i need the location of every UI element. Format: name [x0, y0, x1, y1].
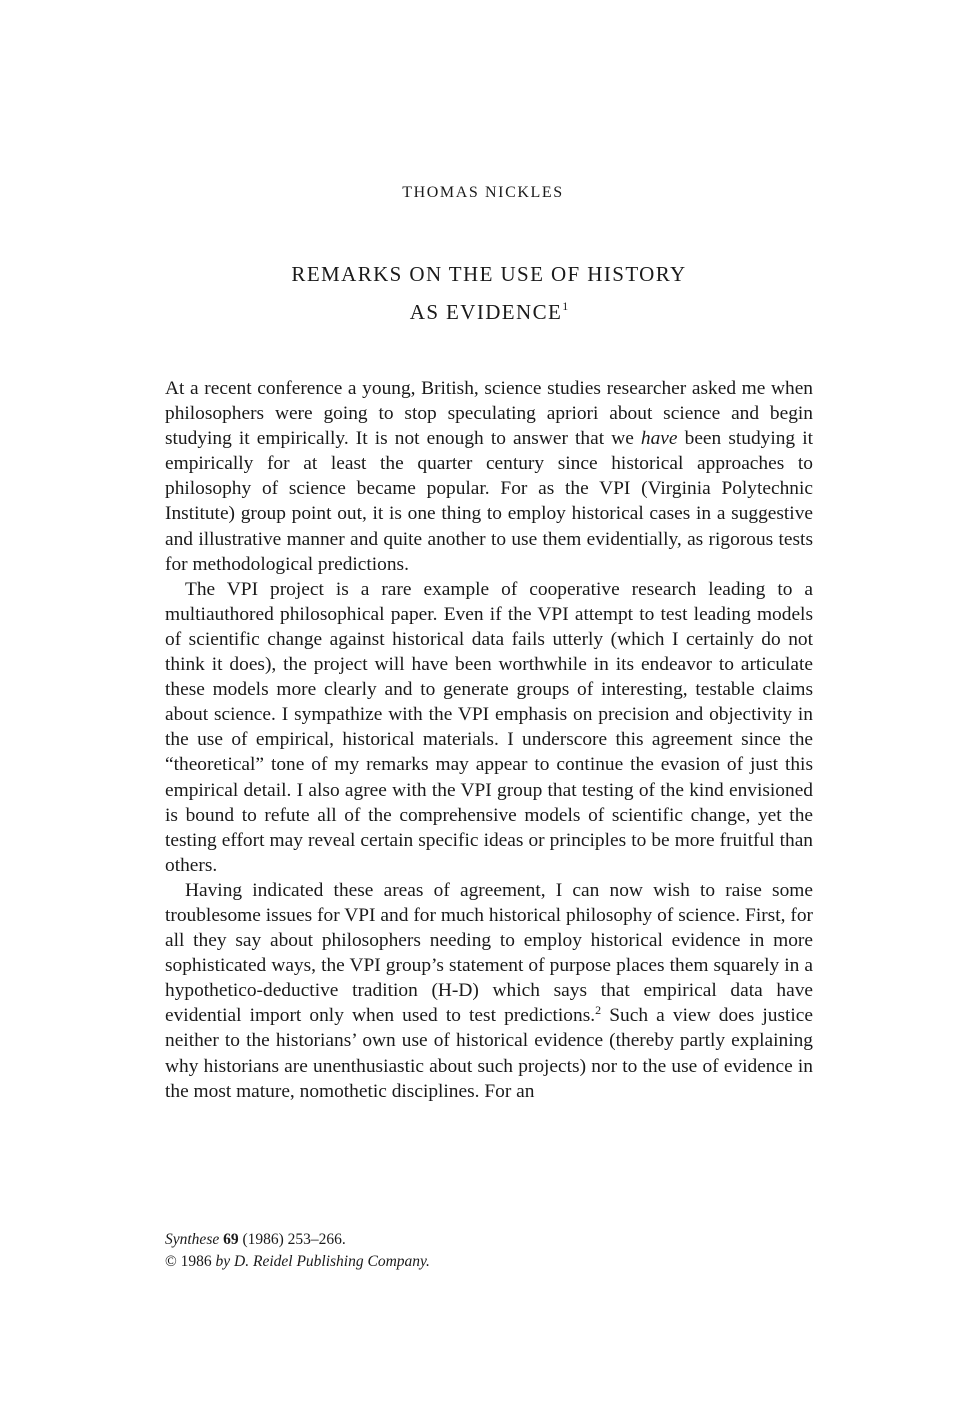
paragraph-2: The VPI project is a rare example of cooperative research leading to a multiauthored philosophical paper. Even if the VPI attempt to test leading models of scientific change against historical data fails utterly (which I certainly do not think it does), the project will have been worthwhile in its endeavor to articulate these models more clearly and to generate groups of interesting, testable claims about science. I sympathize with the VPI emphasis on precision and objectivity in the use of empirical, historical materials. I underscore this agreement since the “theoretical” tone of my remarks may appear to continue the evasion of just this empirical detail. I also agree with the VPI group that testing of the kind envisioned is bound to refute all of the comprehensive models of scientific change, yet the testing effort may reveal certain specific ideas or principles to be more fruitful than others. — [165, 578, 813, 876]
journal-citation — [165, 1229, 813, 1251]
paragraph-1 — [165, 376, 813, 577]
copyright-line — [165, 1251, 813, 1273]
article-title — [0, 258, 976, 328]
paragraph-1-rest: been studying it empirically for at least the quarter century since historical approaches to philosophy of science became popular. For as the VPI (Virginia Polytechnic Institute) group point out, it is one thing to employ historical cases in a suggestive and illustrative manner and quite another to use them evidentially, as rigorous tests for methodological predictions. — [165, 428, 813, 575]
publisher-name: by D. Reidel Publishing Company. — [215, 1253, 430, 1270]
paragraph-1-emphasis: have — [640, 428, 678, 450]
title-line-2-text: AS EVIDENCE — [409, 300, 563, 324]
copyright-prefix: © 1986 — [165, 1253, 216, 1270]
author-name: THOMAS NICKLES — [402, 184, 564, 201]
title-line-2 — [0, 290, 976, 328]
citation-footer — [165, 1229, 813, 1273]
article-body — [165, 376, 813, 1104]
paragraph-1-text: At a recent conference a young, British, science studies researcher asked me when philosophers were going to stop speculating apriori about science and begin studying it empirically. It is not enough to answer that we — [165, 378, 813, 450]
footnote-marker-2: 2 — [595, 1003, 602, 1018]
paragraph-3 — [165, 878, 813, 1104]
journal-volume: 69 — [223, 1231, 239, 1248]
citation-details: (1986) 253–266. — [238, 1231, 346, 1248]
paragraph-3-text: Having indicated these areas of agreement, I can now wish to raise some troublesome issues for VPI and for much historical philosophy of science. First, for all they say about philosophers needing to employ historical evidence in more sophisticated ways, the VPI group’s statement of purpose places them squarely in a hypothetico-deductive tradition (H-D) which says that empirical data have evidential import only when used to test predictions. — [165, 879, 813, 1027]
title-line-1: REMARKS ON THE USE OF HISTORY — [291, 262, 687, 286]
journal-name: Synthese — [165, 1231, 220, 1248]
paragraph-3-rest: Such a view does justice neither to the historians’ own use of historical evidence (thereby partly explaining why historians are unenthusiastic about such projects) nor to the use of evidence in the most mature, nomothetic disciplines. For an — [165, 1005, 813, 1102]
title-footnote-marker: 1 — [562, 299, 569, 313]
